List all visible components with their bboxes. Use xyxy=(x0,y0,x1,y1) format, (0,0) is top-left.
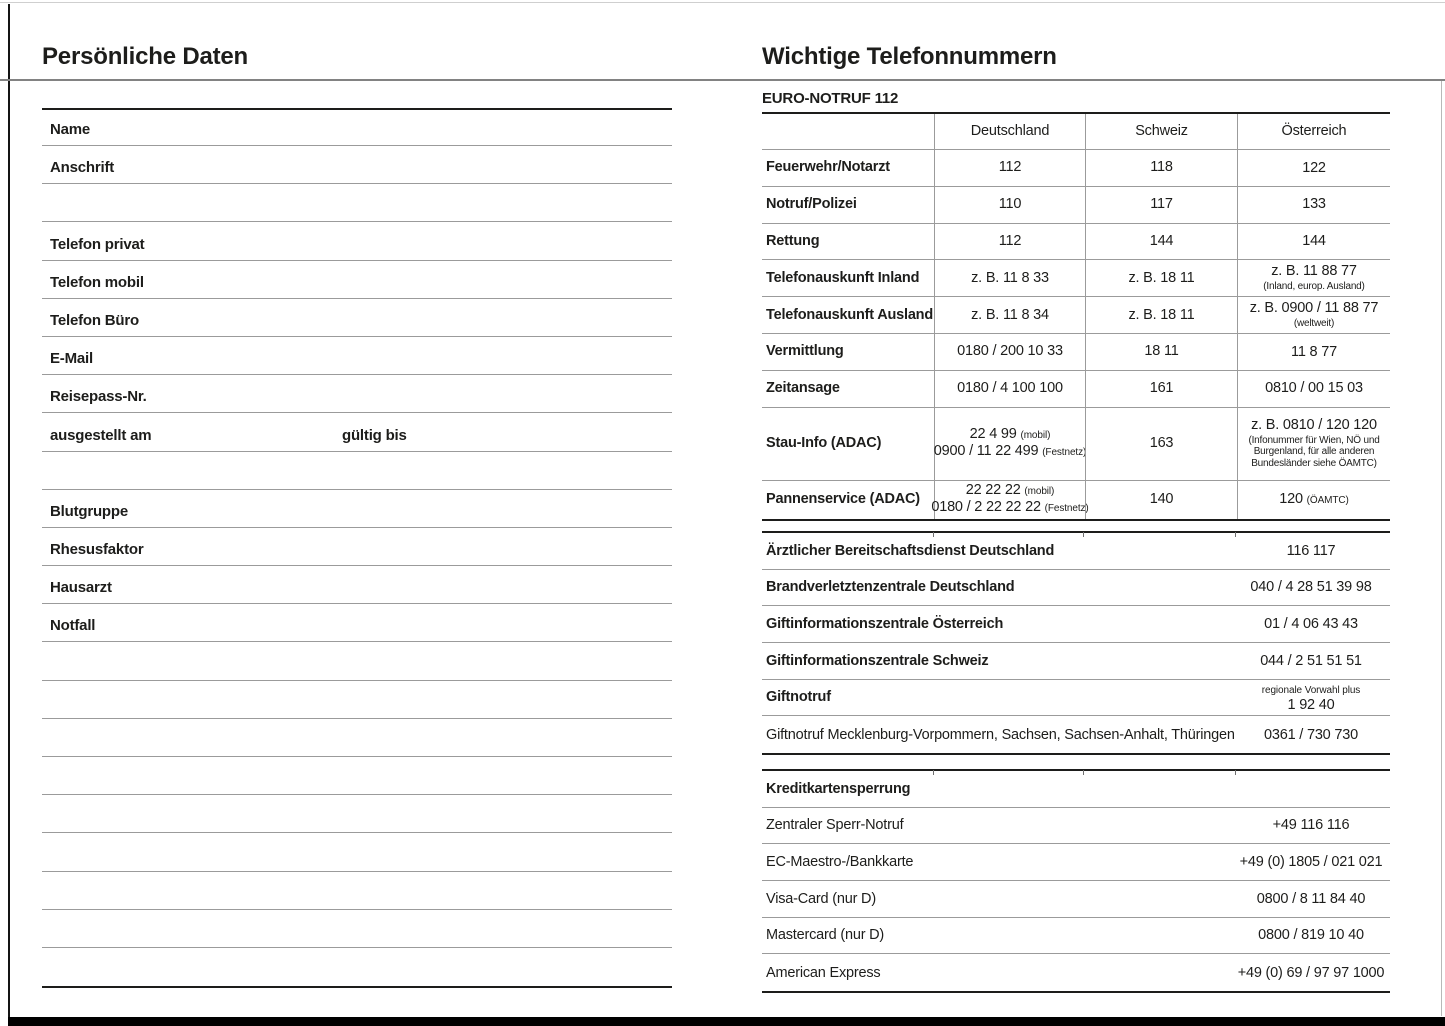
value-number: 044 / 2 51 51 51 xyxy=(1260,652,1362,669)
form-row xyxy=(42,528,672,566)
form-row xyxy=(42,261,672,299)
phone-number: 0180 / 2 22 22 22 (Festnetz) xyxy=(931,498,1089,515)
form-label: Telefon mobil xyxy=(50,273,144,291)
list-row xyxy=(762,844,1390,881)
form-row xyxy=(42,795,672,833)
phone-number: 144 xyxy=(1302,233,1326,250)
table-header-cell: Österreich xyxy=(1237,114,1390,149)
cell-deutschland: 112 xyxy=(934,224,1085,260)
list-label: EC-Maestro-/Bankkarte xyxy=(766,853,914,870)
cell-schweiz: 144 xyxy=(1085,224,1237,260)
row-label: Stau-Info (ADAC) xyxy=(766,435,882,452)
list-value xyxy=(1232,680,1390,716)
page-top-edge xyxy=(0,2,1445,3)
form-row xyxy=(42,375,672,413)
form-row xyxy=(42,757,672,795)
phone-number: 0810 / 00 15 03 xyxy=(1265,380,1363,397)
form-row xyxy=(42,910,672,948)
row-label: Telefonauskunft Ausland xyxy=(766,306,933,323)
list-value xyxy=(1232,808,1390,844)
list-row xyxy=(762,606,1390,643)
list-label: Giftnotruf xyxy=(766,689,831,706)
form-row xyxy=(42,299,672,337)
cell-deutschland: z. B. 11 8 33 xyxy=(934,260,1085,296)
cell-oesterreich xyxy=(1237,260,1390,296)
cell-schweiz: 118 xyxy=(1085,150,1237,186)
table-row xyxy=(762,150,1390,187)
phone-number: 11 8 77 xyxy=(1291,343,1337,360)
cell-deutschland: 112 xyxy=(934,150,1085,186)
page-left-edge xyxy=(8,4,10,1018)
cell-deutschland xyxy=(934,408,1085,480)
page-right-edge xyxy=(1441,80,1442,1016)
euro-notruf-heading: EURO-NOTRUF 112 xyxy=(762,90,899,107)
list-label: Brandverletztenzentrale Deutschland xyxy=(766,579,1015,596)
list-row xyxy=(762,808,1390,845)
table-header-cell xyxy=(762,114,934,149)
cell-deutschland: 0180 / 200 10 33 xyxy=(934,334,1085,370)
form-row xyxy=(42,490,672,528)
phone-note: (ÖAMTC) xyxy=(1306,494,1349,506)
phone-number: z. B. 0900 / 11 88 77 xyxy=(1249,300,1379,317)
cell-schweiz: 140 xyxy=(1085,481,1237,520)
form-row xyxy=(42,222,672,260)
phone-number: 22 22 22 (mobil) xyxy=(965,482,1055,499)
list-label: Visa-Card (nur D) xyxy=(766,890,876,907)
list-value xyxy=(1232,881,1390,917)
phone-note: (weltweit) xyxy=(1293,317,1335,329)
list-value xyxy=(1232,606,1390,642)
list-label: Kreditkartensperrung xyxy=(766,780,911,797)
list-row xyxy=(762,570,1390,607)
form-label: Telefon privat xyxy=(50,235,145,253)
row-label: Telefonauskunft Inland xyxy=(766,269,920,286)
list-row xyxy=(762,533,1390,570)
row-label: Zeitansage xyxy=(766,380,840,397)
table-header-row xyxy=(762,114,1390,150)
table-row xyxy=(762,371,1390,408)
form-row xyxy=(42,146,672,184)
phone-number: z. B. 0810 / 120 120 xyxy=(1251,417,1377,434)
phone-note: (Festnetz) xyxy=(1044,502,1089,514)
form-label: Reisepass-Nr. xyxy=(50,388,147,406)
list-value xyxy=(1232,570,1390,606)
list-label: Zentraler Sperr-Notruf xyxy=(766,817,904,834)
page-title-left: Persönliche Daten xyxy=(42,43,249,70)
form-label: ausgestellt am xyxy=(50,426,152,444)
table-row xyxy=(762,297,1390,334)
list-value xyxy=(1232,533,1390,569)
form-label: Rhesusfaktor xyxy=(50,541,144,559)
form-row xyxy=(42,719,672,757)
list-row xyxy=(762,680,1390,717)
cell-oesterreich xyxy=(1237,297,1390,333)
value-number: 1 92 40 xyxy=(1287,696,1335,713)
value-number: 116 117 xyxy=(1286,542,1336,559)
personal-form xyxy=(42,108,672,988)
value-number: 0361 / 730 730 xyxy=(1264,726,1358,743)
list-row xyxy=(762,881,1390,918)
page-title-right: Wichtige Telefonnummern xyxy=(762,43,1057,70)
phone-note: (mobil) xyxy=(1024,486,1055,498)
table-row xyxy=(762,224,1390,261)
form-label: Anschrift xyxy=(50,159,115,177)
table-row xyxy=(762,260,1390,297)
cell-deutschland: 0180 / 4 100 100 xyxy=(934,371,1085,407)
value-number: 0800 / 819 10 40 xyxy=(1258,927,1364,944)
form-row xyxy=(42,642,672,680)
form-label: Telefon Büro xyxy=(50,311,139,329)
row-label: Rettung xyxy=(766,232,820,249)
phone-note: (Inland, europ. Ausland) xyxy=(1263,280,1365,292)
cell-oesterreich xyxy=(1237,481,1390,520)
form-label: Name xyxy=(50,121,91,138)
phone-number: 22 4 99 (mobil) xyxy=(969,426,1051,443)
table-header-cell: Deutschland xyxy=(934,114,1085,149)
list-label: Mastercard (nur D) xyxy=(766,927,885,944)
row-label: Notruf/Polizei xyxy=(766,196,857,213)
form-label: Blutgruppe xyxy=(50,502,128,520)
cell-schweiz: 117 xyxy=(1085,187,1237,223)
cell-deutschland: z. B. 11 8 34 xyxy=(934,297,1085,333)
list-value xyxy=(1232,771,1390,807)
phone-number: z. B. 11 88 77 xyxy=(1271,263,1357,280)
form-row xyxy=(42,604,672,642)
cell-oesterreich xyxy=(1237,408,1390,480)
cell-oesterreich xyxy=(1237,334,1390,370)
cell-oesterreich xyxy=(1237,371,1390,407)
phone-table xyxy=(762,112,1390,521)
row-label: Feuerwehr/Notarzt xyxy=(766,159,890,176)
list-label: American Express xyxy=(766,964,881,981)
row-label: Vermittlung xyxy=(766,343,844,360)
phone-note: (mobil) xyxy=(1020,430,1051,442)
form-row xyxy=(42,337,672,375)
cell-schweiz: 163 xyxy=(1085,408,1237,480)
list-value xyxy=(1232,716,1390,753)
title-rule xyxy=(0,79,1445,81)
phone-note: (Festnetz) xyxy=(1042,446,1087,458)
list-label: Giftinformationszentrale Schweiz xyxy=(766,652,989,669)
form-label: E-Mail xyxy=(50,350,93,368)
value-number: +49 116 116 xyxy=(1272,817,1350,834)
form-row xyxy=(42,110,672,146)
list-row xyxy=(762,918,1390,955)
form-row xyxy=(42,452,672,490)
value-number: 040 / 4 28 51 39 98 xyxy=(1250,579,1372,596)
page-bottom-bar xyxy=(8,1017,1445,1026)
form-row xyxy=(42,872,672,910)
credit-card-section xyxy=(762,769,1390,993)
form-row xyxy=(42,681,672,719)
form-label: Hausarzt xyxy=(50,579,112,597)
value-note: regionale Vorwahl plus xyxy=(1261,684,1361,696)
cell-schweiz: 161 xyxy=(1085,371,1237,407)
phone-number: 122 xyxy=(1302,159,1326,176)
form-row xyxy=(42,833,672,871)
value-number: +49 (0) 69 / 97 97 1000 xyxy=(1237,964,1385,981)
table-row xyxy=(762,481,1390,520)
cell-deutschland: 110 xyxy=(934,187,1085,223)
cell-oesterreich xyxy=(1237,150,1390,186)
table-row xyxy=(762,408,1390,481)
cell-deutschland xyxy=(931,481,1089,520)
phone-number: 0900 / 11 22 499 (Festnetz) xyxy=(933,442,1087,459)
list-label: Giftinformationszentrale Österreich xyxy=(766,615,1004,632)
table-header-cell: Schweiz xyxy=(1085,114,1237,149)
list-row xyxy=(762,954,1390,991)
form-label: Notfall xyxy=(50,617,96,635)
emergency-list-section xyxy=(762,531,1390,755)
list-label: Giftnotruf Mecklenburg-Vorpommern, Sachsen, Sachsen-Anhalt, Thüringen xyxy=(766,726,1235,743)
phone-number: 120 (ÖAMTC) xyxy=(1279,490,1349,507)
cell-oesterreich xyxy=(1237,224,1390,260)
form-row xyxy=(42,948,672,986)
table-row xyxy=(762,334,1390,371)
phone-note: (Infonummer für Wien, NÖ und Burgenland, für alle anderen Bundesländer siehe ÖAMTC) xyxy=(1248,434,1380,469)
list-row xyxy=(762,716,1390,753)
list-value xyxy=(1232,844,1390,880)
form-row xyxy=(42,566,672,604)
list-value xyxy=(1232,918,1390,954)
form-label-secondary: gültig bis xyxy=(342,426,407,444)
table-row xyxy=(762,187,1390,224)
list-row xyxy=(762,771,1390,808)
cell-schweiz: z. B. 18 11 xyxy=(1085,297,1237,333)
cell-schweiz: z. B. 18 11 xyxy=(1085,260,1237,296)
value-number: +49 (0) 1805 / 021 021 xyxy=(1239,853,1383,870)
list-label: Ärztlicher Bereitschaftsdienst Deutschland xyxy=(766,542,1055,559)
list-row xyxy=(762,643,1390,680)
value-number: 0800 / 8 11 84 40 xyxy=(1256,890,1366,907)
phone-number: 133 xyxy=(1302,196,1326,213)
row-label: Pannenservice (ADAC) xyxy=(766,491,920,508)
value-number: 01 / 4 06 43 43 xyxy=(1264,615,1358,632)
list-value xyxy=(1232,954,1390,991)
list-value xyxy=(1232,643,1390,679)
cell-schweiz: 18 11 xyxy=(1085,334,1237,370)
cell-oesterreich xyxy=(1237,187,1390,223)
form-row xyxy=(42,413,672,451)
form-row xyxy=(42,184,672,222)
